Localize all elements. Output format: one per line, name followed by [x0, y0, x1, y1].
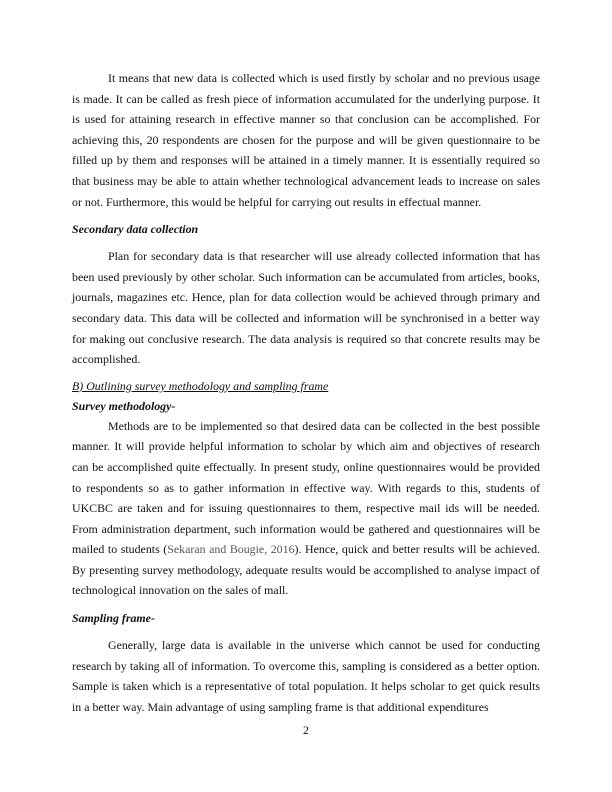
page-body: [72, 68, 540, 717]
intro-paragraph: It means that new data is collected which is used firstly by scholar and no previous usage is made. It can be called as fresh piece of information accumulated for the underlying purpose. It is used for attaining research in effective manner so that conclusion can be accomplished. For achieving this, 20 respondents are chosen for the purpose and will be given questionnaire to be filled up by them and responses will be attained in a timely manner. It is essentially required so that business may be able to attain whether technological advancement leads to increase on sales or not. Furthermore, this would be helpful for carrying out results in effectual manner.: [72, 71, 540, 209]
page-number: 2: [303, 723, 309, 737]
survey-text-before-citation: Methods are to be implemented so that desired data can be collected in the best possible manner. It will provide helpful information to scholar by which aim and objectives of research can be accomplished quite effectually. In present study, online questionnaires would be provided to respondents so as to gather information in effective way. With regards to this, students of UKCBC are taken and for issuing questionnaires to them, respective mail ids will be needed. From administration department, such information would be gathered and questionnaires will be mailed to students (: [72, 418, 540, 557]
citation-link[interactable]: Sekaran and Bougie, 2016: [167, 542, 295, 557]
spacer: [72, 239, 540, 246]
spacer: [72, 601, 540, 608]
survey-methodology-heading: Survey methodology-: [72, 398, 176, 413]
spacer: [72, 212, 540, 219]
survey-text-after-citation: ). Hence, quick and better results will be achieved. By presenting survey methodology, adequate results would be accomplished to analyse impact of technological innovation on the sales of mall.: [72, 542, 540, 598]
sampling-frame-heading: Sampling frame-: [72, 611, 155, 626]
sampling-frame-paragraph: Generally, large data is available in the universe which cannot be used for conducting research by taking all of information. To overcome this, sampling is considered as a better option. Sample is taken which is a representative of total population. It helps scholar to get quick results in a better way. Main advantage of using sampling frame is that additional expenditures: [72, 638, 540, 714]
survey-methodology-paragraph: [72, 416, 540, 601]
section-b-heading: B) Outlining survey methodology and sampling frame: [72, 378, 329, 393]
spacer: [72, 628, 540, 635]
secondary-data-heading: Secondary data collection: [72, 222, 199, 237]
secondary-data-paragraph: Plan for secondary data is that researcher will use already collected information that has been used previously by other scholar. Such information can be accumulated from articles, books, journals, magazines etc. Hence, plan for data collection would be achieved through primary and secondary data. This data will be collected and information will be synchronised in a better way for making out conclusive research. The data analysis is required so that concrete results may be accomplished.: [72, 249, 540, 367]
spacer: [72, 370, 540, 377]
